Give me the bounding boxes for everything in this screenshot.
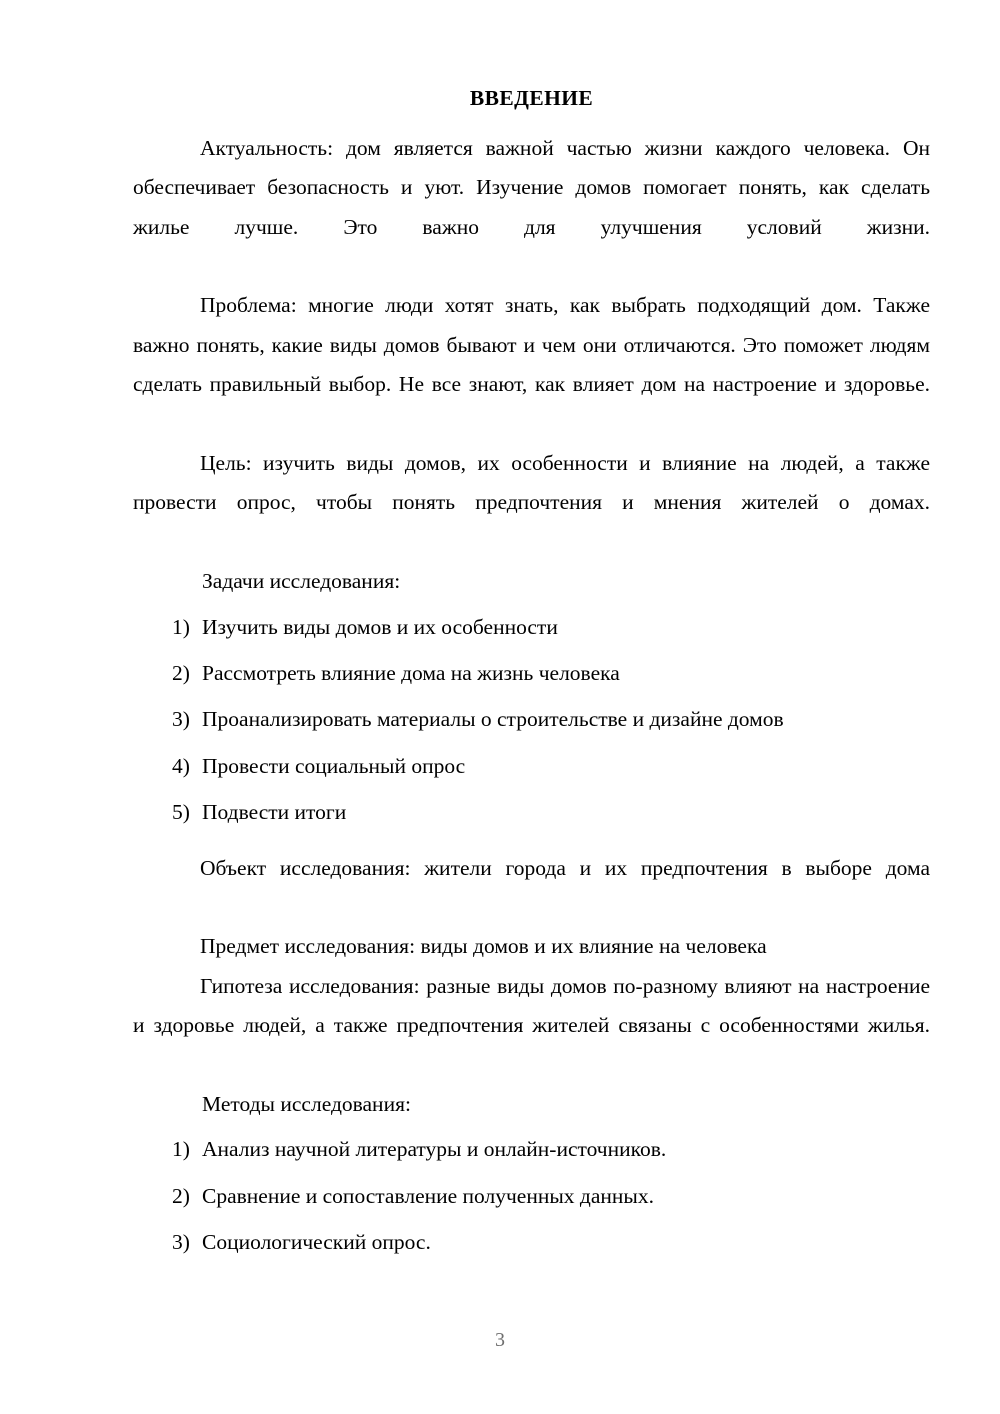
paragraph-subject: Предмет исследования: виды домов и их влияние на человека [200, 934, 767, 959]
list-item [133, 654, 930, 693]
list-item [133, 1130, 930, 1169]
list-item [133, 700, 930, 739]
list-item [133, 1177, 930, 1216]
list-item-label: Рассмотреть влияние дома на жизнь человека [202, 661, 620, 685]
page-number: 3 [495, 1329, 505, 1351]
list-item-label: Провести социальный опрос [202, 753, 466, 778]
list-item [133, 793, 930, 832]
list-item [133, 608, 930, 647]
methods-list [133, 1130, 930, 1262]
list-item [133, 1223, 930, 1262]
list-item-label: Проанализировать материалы о строительстве и дизайне домов [202, 707, 784, 732]
list-item-marker: 1) [172, 1137, 190, 1162]
paragraph-hypothesis: Гипотеза исследования: разные виды домов по-разному влияют на настроение и здоровье людей, а также предпочтения жителей связаны с особенностями жилья. [133, 973, 930, 1038]
document-body [133, 86, 930, 1270]
list-item-label: Сравнение и сопоставление полученных данных. [202, 1183, 654, 1208]
spacer [133, 840, 930, 849]
page-title: ВВЕДЕНИЕ [469, 86, 594, 110]
methods-label: Методы исследования: [202, 1092, 411, 1117]
list-item [133, 747, 930, 786]
list-item-label: Изучить виды домов и их особенности [202, 614, 558, 639]
list-item-label: Анализ научной литературы и онлайн-источников. [202, 1137, 667, 1162]
list-item-marker: 2) [172, 661, 190, 685]
list-item-marker: 5) [172, 800, 190, 825]
paragraph-problem: Проблема: многие люди хотят знать, как выбрать подходящий дом. Также важно понять, какие виды домов бывают и чем они отличаются. Это поможет людям сделать правильный выбор. Не все знают, как влияет дом на настроение и здоровье. [133, 293, 930, 397]
list-item-label: Социологический опрос. [202, 1230, 431, 1255]
list-item-marker: 4) [172, 753, 190, 778]
list-item-marker: 1) [172, 614, 190, 639]
list-item-label: Подвести итоги [202, 800, 347, 825]
paragraph-goal: Цель: изучить виды домов, их особенности и влияние на людей, а также провести опрос, чтобы понять предпочтения и мнения жителей о домах. [133, 450, 930, 515]
paragraph-relevance: Актуальность: дом является важной частью жизни каждого человека. Он обеспечивает безопасность и уют. Изучение домов помогает понять, как сделать жилье лучше. Это важно для улучшения условий жизни. [133, 135, 930, 239]
tasks-label: Задачи исследования: [202, 569, 401, 594]
list-item-marker: 3) [172, 1230, 190, 1255]
paragraph-object: Объект исследования: жители города и их предпочтения в выборе дома [200, 855, 930, 880]
list-item-marker: 2) [172, 1183, 190, 1208]
list-item-marker: 3) [172, 707, 190, 732]
tasks-list [133, 608, 930, 833]
